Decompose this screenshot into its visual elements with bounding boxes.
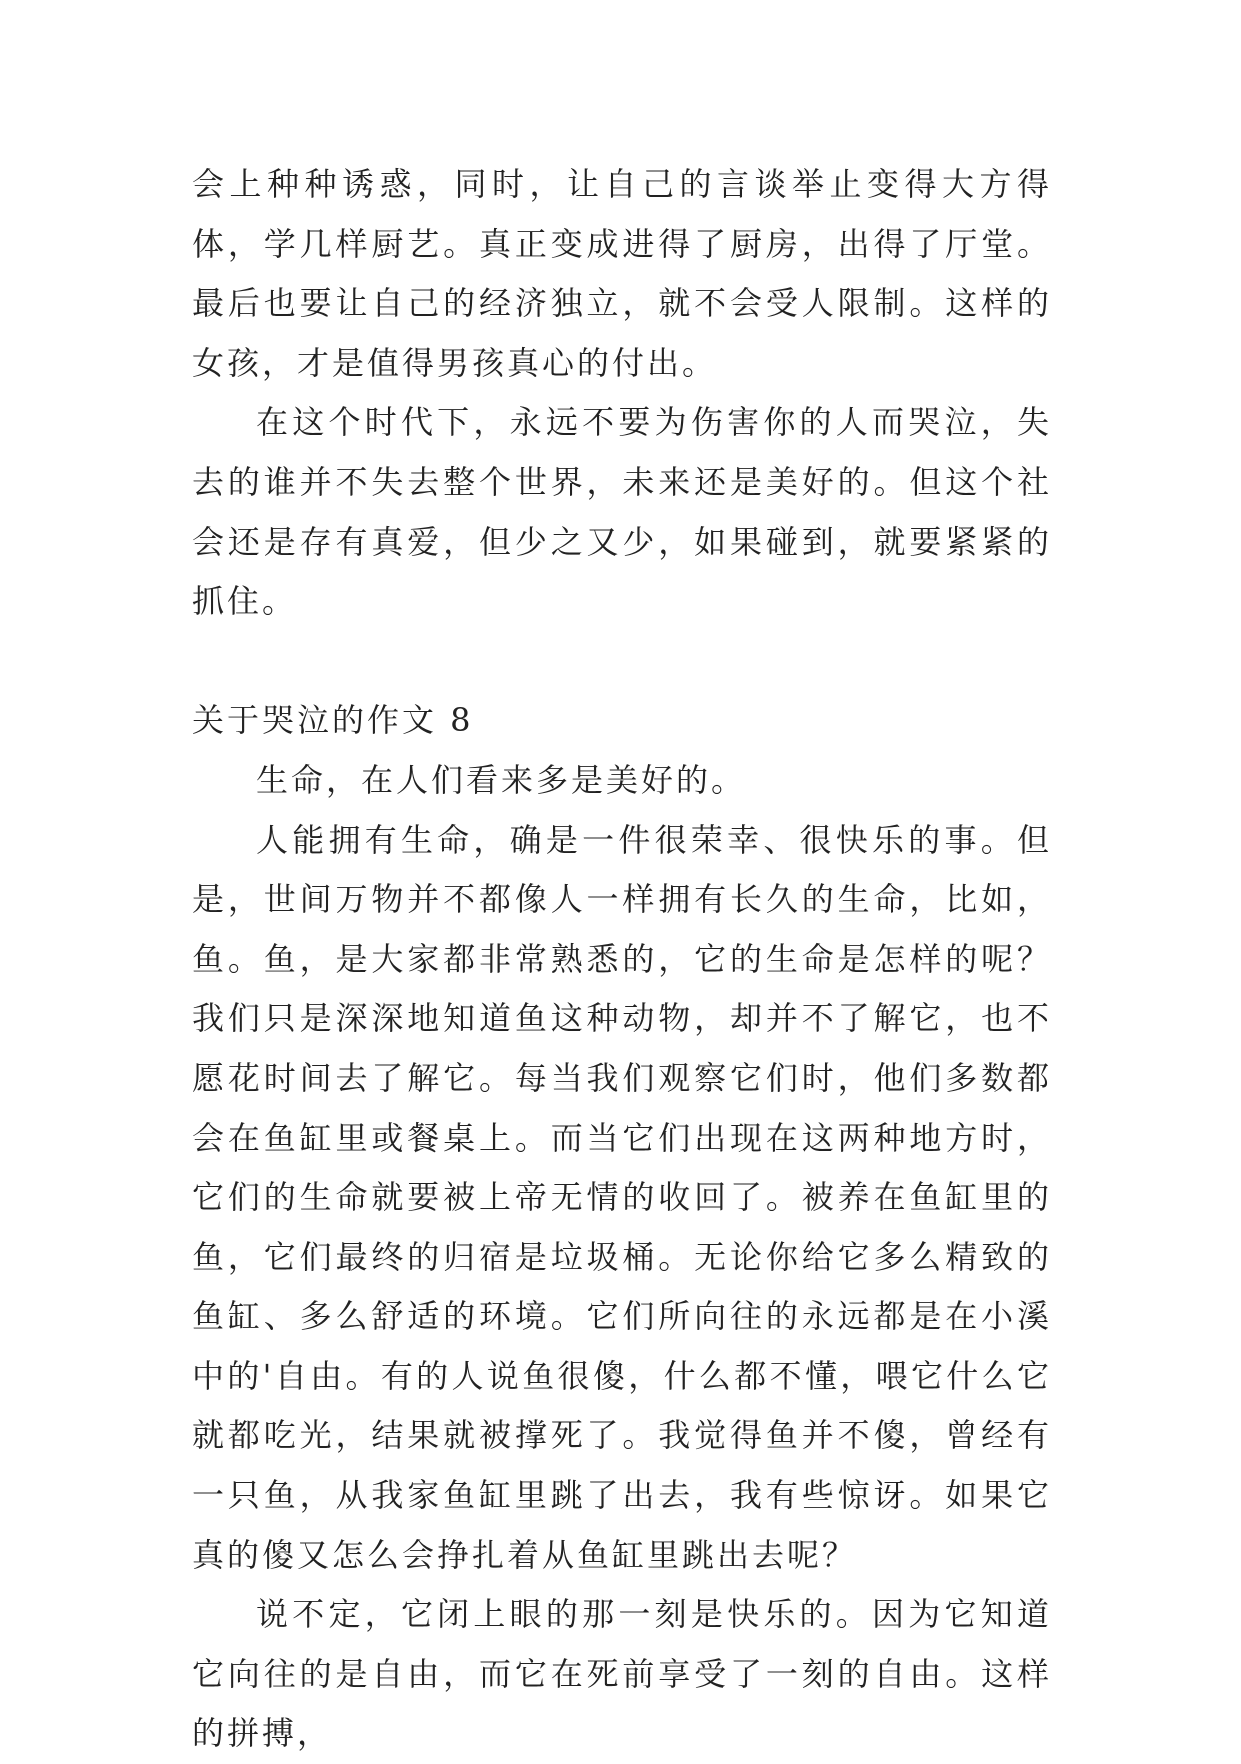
paragraph: 生命，在人们看来多是美好的。 xyxy=(256,760,747,799)
section-spacer xyxy=(192,632,1052,692)
paragraph: 说不定，它闭上眼的那一刻是快乐的。因为它知道它向往的是自由，而它在死前享受了一刻的自由。这样的拼搏， xyxy=(192,1595,1052,1753)
paragraph: 会上种种诱惑，同时，让自己的言谈举止变得大方得体，学几样厨艺。真正变成进得了厨房，出得了厅堂。最后也要让自己的经济独立，就不会受人限制。这样的女孩，才是值得男孩真心的付出。 xyxy=(192,165,1052,382)
section-title: 关于哭泣的作文 8 xyxy=(192,701,474,740)
paragraph: 人能拥有生命，确是一件很荣幸、很快乐的事。但是，世间万物并不都像人一样拥有长久的生命，比如，鱼。鱼，是大家都非常熟悉的，它的生命是怎样的呢？我们只是深深地知道鱼这种动物，却并不了解它，也不愿花时间去了解它。每当我们观察它们时，他们多数都会在鱼缸里或餐桌上。而当它们出现在这两种地方时，它们的生命就要被上帝无情的收回了。被养在鱼缸里的鱼，它们最终的归宿是垃圾桶。无论你给它多么精致的鱼缸、多么舒适的环境。它们所向往的永远都是在小溪中的'自由。有的人说鱼很傻，什么都不懂，喂它什么它就都吃光，结果就被撑死了。我觉得鱼并不傻，曾经有一只鱼，从我家鱼缸里跳了出去，我有些惊讶。如果它真的傻又怎么会挣扎着从鱼缸里跳出去呢？ xyxy=(192,820,1052,1574)
document-page xyxy=(192,155,1052,1764)
paragraph: 在这个时代下，永远不要为伤害你的人而哭泣，失去的谁并不失去整个世界，未来还是美好的。但这个社会还是存有真爱，但少之又少，如果碰到，就要紧紧的抓住。 xyxy=(192,403,1052,621)
